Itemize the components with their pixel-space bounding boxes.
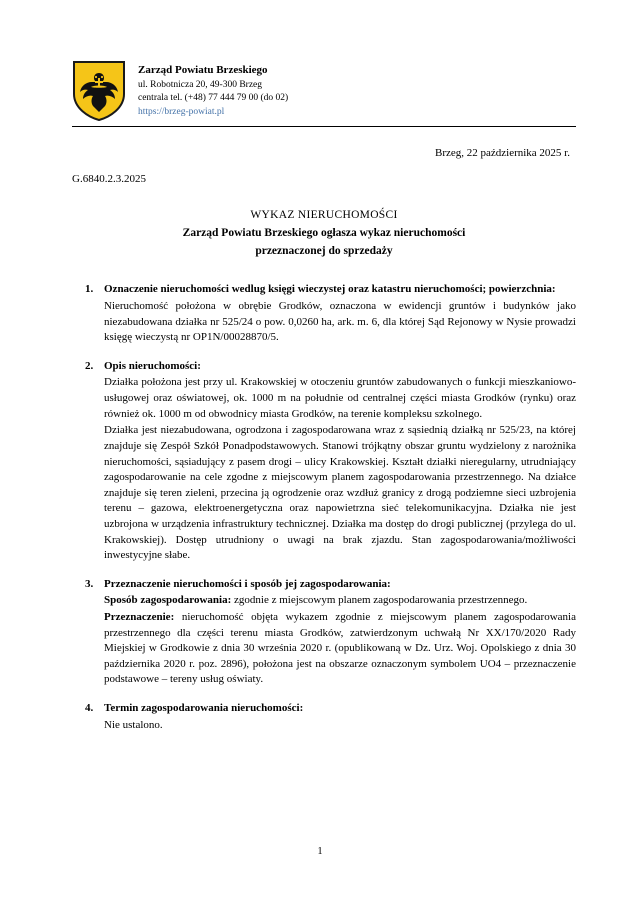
- item-heading: Przeznaczenie nieruchomości i sposób jej zagospodarowania:: [104, 577, 391, 590]
- item-paragraph: [104, 610, 576, 688]
- item-paragraph: [104, 299, 576, 346]
- item-heading: Oznaczenie nieruchomości wedlug księgi wieczystej oraz katastru nieruchomości; powierzchnia:: [104, 283, 556, 296]
- paragraph-text: Działka jest niezabudowana, ogrodzona i zagospodarowana wraz z sąsiednią działką nr 525/23, na której znajduje się Zespół Szkół Ponadpodstawowych. Stanowi trójkątny obszar gruntu wydzielony z narożnika nieruchomości, sąsiadujący z pasem drogi – ulicy Krakowskiej. Kształt działki nieregularny, utrudniający zagospodarowanie na cele zgodne z miejscowym planem zagospodarowania przestrzennego. Na działce znajduje się teren zieleni, przecina ją ogrodzenie oraz wzdłuż granicy z drogą podziemne sieci uzbrojenia terenu – gazowa, elektroenergetyczna oraz napowietrzna sieć telekomunikacyjna. Działka nie jest uzbrojona w urządzenia infrastruktury technicznej. Działka ma dostęp do drogi publicznej (przylega do ul. Krakowskiej). Dostęp utrudniony o uwagi na brak zjazdu. Stan zagospodarowania/możliwości inwestycyjne słabe.: [104, 424, 576, 562]
- title-line-1: WYKAZ NIERUCHOMOŚCI: [250, 209, 398, 221]
- list-item: [96, 282, 576, 345]
- date-line: Brzeg, 22 października 2025 r.: [434, 147, 570, 159]
- office-phone: centrala tel. (+48) 77 444 79 00 (do 02): [138, 93, 289, 104]
- title-line-2: Zarząd Powiatu Brzeskiego ogłasza wykaz nieruchomości: [182, 226, 466, 239]
- reference-number: G.6840.2.3.2025: [72, 173, 146, 185]
- list-item: [96, 359, 576, 564]
- paragraph-text: Nieruchomość położona w obrębie Grodków, oznaczona w ewidencji gruntów i budynków jako niezabudowana działka nr 525/24 o pow. 0,0260 ha, ark. m. 6, dla której Sąd Rejonowy w Nysie prowadzi księgę wieczystą nr OP1N/00028870/5.: [104, 300, 576, 344]
- office-website-link[interactable]: https://brzeg-powiat.pl: [138, 106, 225, 117]
- paragraph-text: zgodnie z miejscowym planem zagospodarowania przestrzennego.: [231, 594, 528, 607]
- document-title: [72, 207, 576, 260]
- notice-items-list: [72, 282, 576, 733]
- letterhead-text: [138, 60, 288, 119]
- paragraph-lead: Przeznaczenie:: [104, 611, 175, 624]
- item-heading: Opis nieruchomości:: [104, 359, 201, 372]
- coat-of-arms-icon: [72, 60, 126, 122]
- item-paragraph: [104, 718, 576, 734]
- paragraph-lead: Sposób zagospodarowania:: [104, 594, 232, 607]
- page-number: 1: [317, 846, 323, 857]
- list-item: [96, 701, 576, 733]
- office-address: ul. Robotnicza 20, 49-300 Brzeg: [138, 79, 263, 90]
- item-paragraph: [104, 593, 576, 609]
- item-paragraph: [104, 375, 576, 422]
- header-divider: [72, 126, 576, 127]
- title-line-3: przeznaczonej do sprzedaży: [255, 244, 393, 257]
- list-item: [96, 577, 576, 688]
- paragraph-text: nieruchomość objęta wykazem zgodnie z miejscowym planem zagospodarowania przestrzennego dla części terenu miasta Grodków, zatwierdzonym uchwałą Nr XX/170/2020 Rady Miejskiej w Grodkowie z dnia 30 września 2020 r. (opublikowaną w Dz. Urz. Woj. Opolskiego z dnia 30 października 2020 r. poz. 2896), położona jest na obszarze oznaczonym symbolem UO4 – przeznaczenie podstawowe – tereny usług oświaty.: [104, 611, 576, 686]
- item-paragraph: [104, 423, 576, 563]
- paragraph-text: Działka położona jest przy ul. Krakowskiej w otoczeniu gruntów zabudowanych o funkcji mieszkaniowo-usługowej oraz oświatowej, ok. 1000 m na południe od centralnej części miasta Grodków (rynku) oraz również ok. 1000 m od obwodnicy miasta Grodków, na terenie kompleksu szkolnego.: [104, 376, 576, 420]
- letterhead: [72, 60, 576, 122]
- paragraph-text: Nie ustalono.: [104, 718, 163, 731]
- item-heading: Termin zagospodarowania nieruchomości:: [104, 702, 304, 715]
- office-name: Zarząd Powiatu Brzeskiego: [138, 64, 268, 76]
